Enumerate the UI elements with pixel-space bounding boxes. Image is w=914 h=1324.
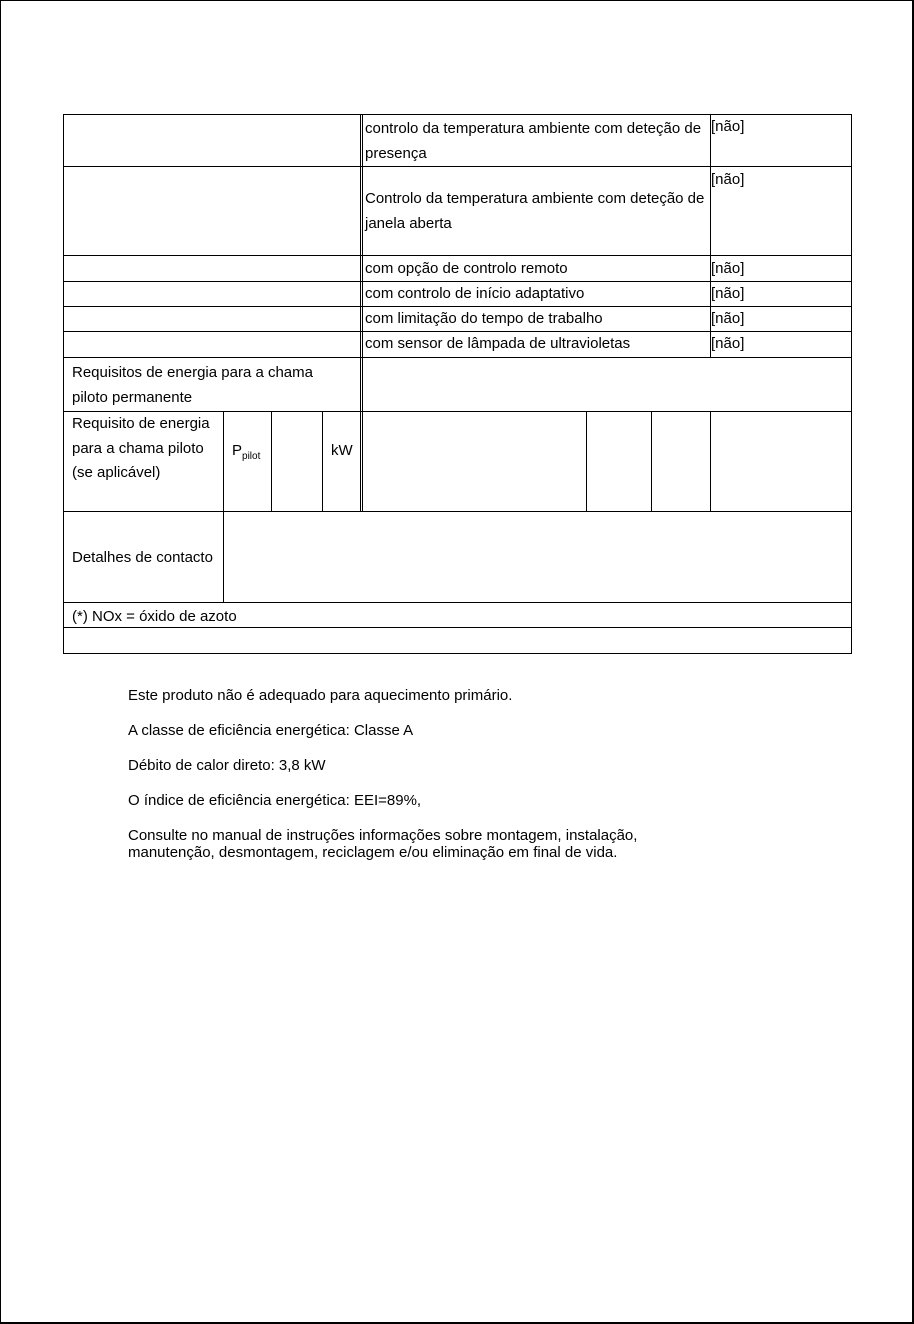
nox-footnote: (*) NOx = óxido de azoto <box>72 608 237 625</box>
pilot-unit: kW <box>331 442 353 459</box>
table-rule <box>63 511 852 512</box>
table-rule <box>710 411 711 512</box>
table-rule <box>63 653 852 654</box>
control-value-open-window: [não] <box>711 171 745 188</box>
table-rule <box>651 411 652 512</box>
pilot-symbol <box>232 438 260 469</box>
table-rule <box>63 357 852 358</box>
note-eei: O índice de eficiência energética: EEI=89%, <box>128 792 422 809</box>
table-rule <box>360 114 361 512</box>
table-rule <box>851 114 852 654</box>
table-rule <box>586 411 587 512</box>
control-value-remote: [não] <box>711 260 745 277</box>
control-label-remote: com opção de controlo remoto <box>365 260 568 277</box>
table-rule <box>223 411 224 603</box>
control-value-adaptive-start: [não] <box>711 285 745 302</box>
control-value-working-time: [não] <box>711 310 745 327</box>
control-label-presence: controlo da temperatura ambiente com deteção de presença <box>365 120 702 162</box>
contact-label: Detalhes de contacto <box>72 549 213 566</box>
table-rule <box>63 114 64 654</box>
table-rule <box>322 411 323 512</box>
pilot-permanent-label: Requisitos de energia para a chama piloto permanente <box>72 364 313 406</box>
table-rule <box>362 114 363 512</box>
control-label-uv-sensor: com sensor de lâmpada de ultravioletas <box>365 335 631 352</box>
pilot-requirement-label: Requisito de energia para a chama piloto (se aplicável) <box>72 415 210 481</box>
control-label-working-time: com limitação do tempo de trabalho <box>365 310 603 327</box>
note-direct-heat-output: Débito de calor direto: 3,8 kW <box>128 757 326 774</box>
table-rule <box>271 411 272 512</box>
note-primary-heating: Este produto não é adequado para aquecimento primário. <box>128 687 513 704</box>
note-manual-info: Consulte no manual de instruções informações sobre montagem, instalação, manutenção, desmontagem, reciclagem e/ou eliminação em final de vida. <box>128 827 638 861</box>
control-value-presence: [não] <box>711 118 745 135</box>
pilot-symbol-main: P <box>232 442 243 459</box>
pilot-symbol-subscript: pilot <box>242 451 261 462</box>
control-value-uv-sensor: [não] <box>711 335 745 352</box>
table-rule <box>63 602 852 603</box>
note-energy-class: A classe de eficiência energética: Classe A <box>128 722 414 739</box>
control-label-open-window: Controlo da temperatura ambiente com deteção de janela aberta <box>365 190 705 232</box>
control-label-adaptive-start: com controlo de início adaptativo <box>365 285 585 302</box>
